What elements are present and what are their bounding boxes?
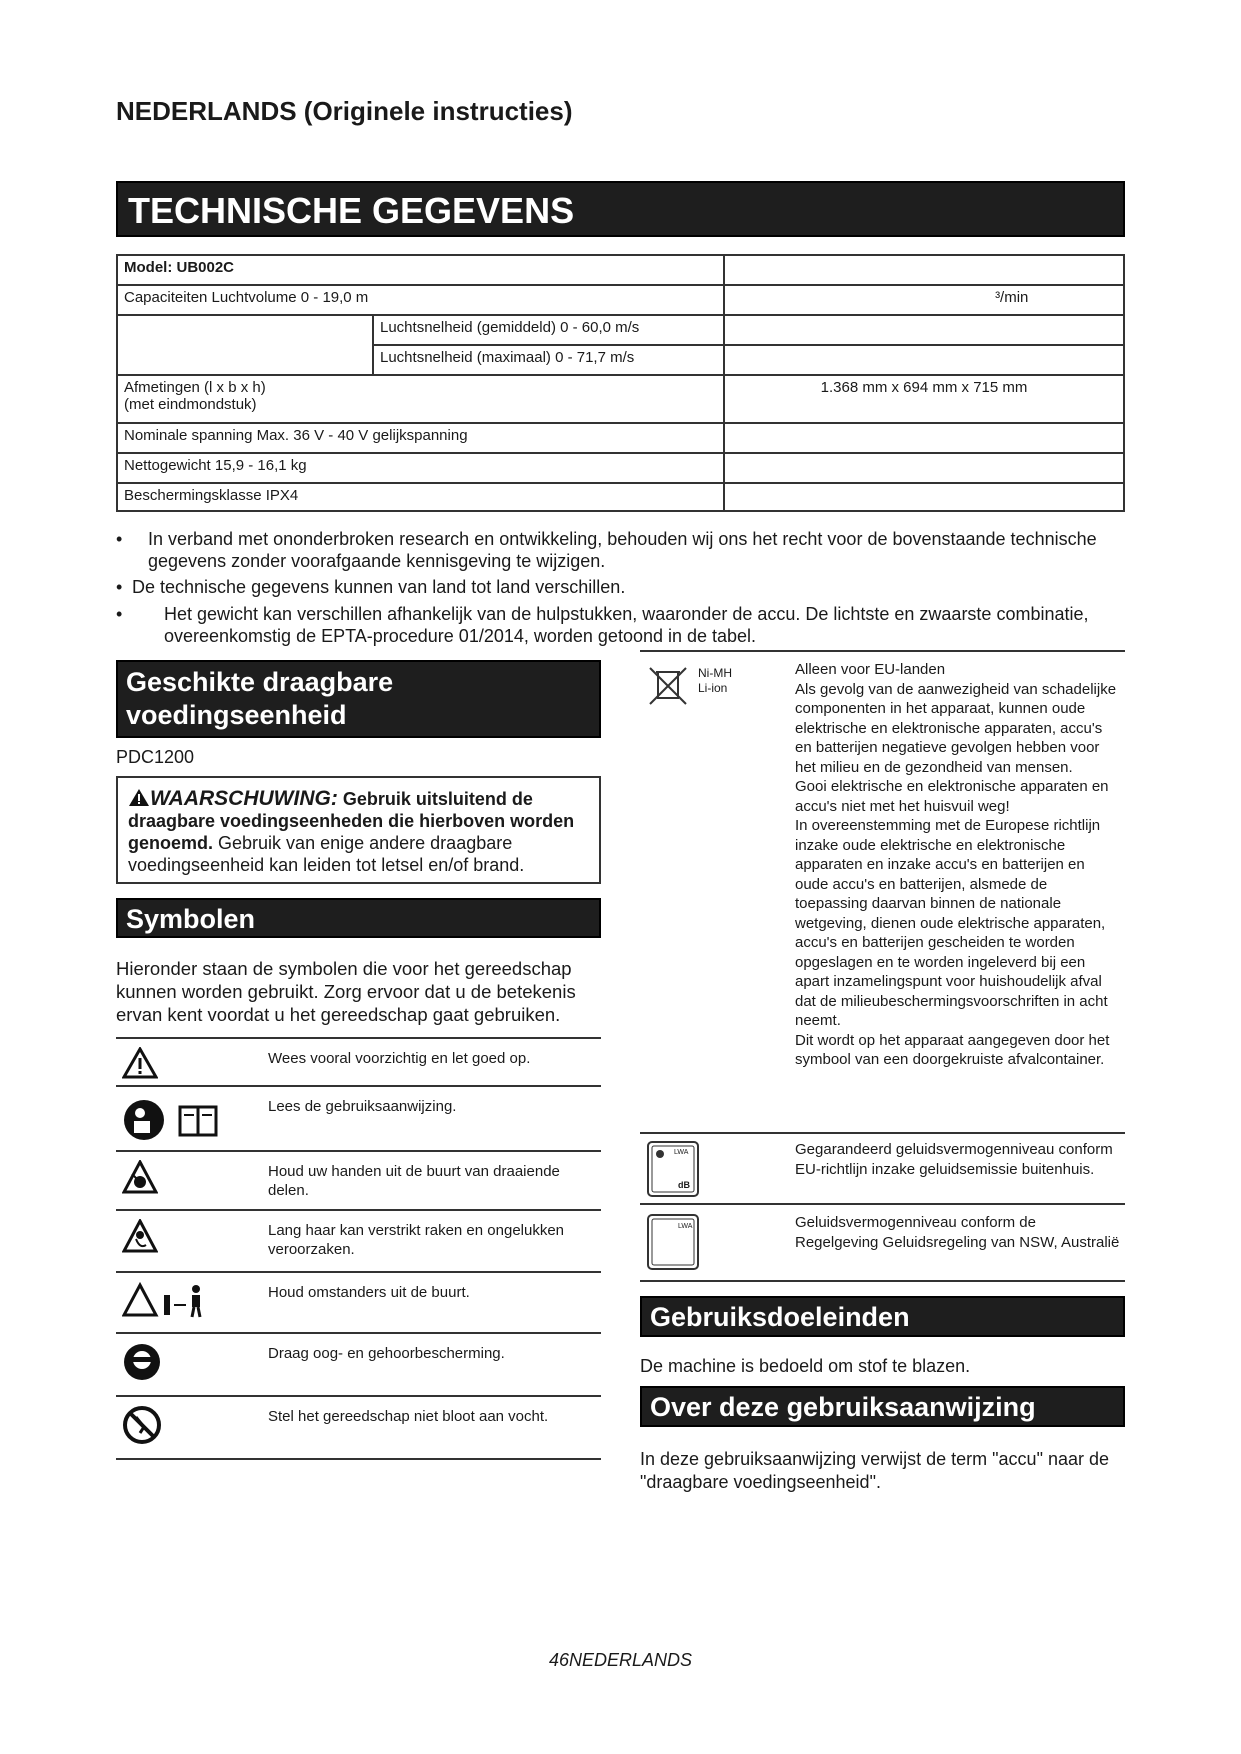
symbols-table (116, 1037, 601, 1460)
spec-speed-max: Luchtsnelheid (maximaal) 0 - 71,7 m/s (373, 345, 724, 375)
long-hair-hazard-icon (122, 1219, 158, 1253)
warning-title: WAARSCHUWING: (150, 787, 338, 810)
symbol-row: Wees vooral voorzichtig en let goed op. (116, 1039, 601, 1087)
about-banner: Over deze gebruiksaanwijzing (640, 1386, 1125, 1427)
symbol-row: Lees de gebruiksaanwijzing. (116, 1087, 601, 1152)
no-moisture-icon (122, 1405, 162, 1445)
noise-eu-row (640, 1134, 1125, 1205)
symbols-banner: Symbolen (116, 898, 601, 938)
power-supply-model: PDC1200 (116, 747, 195, 767)
spec-dims-sub: (met eindmondstuk) (124, 396, 257, 413)
language-title: NEDERLANDS (Originele instructies) (116, 96, 573, 126)
usage-banner: Gebruiksdoeleinden (640, 1296, 1125, 1337)
lwa-label: LWA (674, 1149, 689, 1156)
db-label: dB (678, 1180, 690, 1190)
noise-level-lwa-icon (646, 1213, 700, 1271)
noise-eu-text: Gegarandeerd geluidsvermogenniveau conform EU-richtlijn inzake geluidsemissie buitenhuis. (795, 1141, 1113, 1178)
warning-triangle-icon (122, 1047, 158, 1079)
eu-disposal-text: Alleen voor EU-landen Als gevolg van de aanwezigheid van schadelijke componenten in het apparaat, kunnen oude elektrische en elektronische apparaten, accu's en batterijen negatieve gevolgen hebben voor het milieu en de gezondheid van mensen. Gooi elektrische en elektronische apparaten en accu's niet met het huisvuil weg! In overeenstemming met de Europese richtlijn inzake oude elektrische en elektronische apparaten en inzake accu's en batterijen en oude accu's en batterijen, alsmede de toepassing daarvan binnen de nationale wetgeving, dienen oude elektrische apparaten, accu's en batterijen gescheiden te worden opgeslagen en te worden ingeleverd bij een apart inzamelingspunt voor huishoudelijk afval dat de milieubeschermingsvoorschriften in acht neemt. Dit wordt op het apparaat aangegeven door het symbool van een doorgekruiste afvalcontainer. (795, 661, 1117, 1068)
spec-capacity-unit: ³/min (724, 285, 1124, 315)
read-manual-icon (122, 1097, 222, 1143)
spec-weight: Nettogewicht 15,9 - 16,1 kg (117, 453, 724, 483)
symbol-row: Draag oog- en gehoorbescherming. (116, 1334, 601, 1397)
spec-model: Model: UB002C (117, 255, 724, 285)
noise-nsw-row (640, 1205, 1125, 1282)
power-supply-banner: Geschikte draagbare voedingseenheid (116, 660, 601, 738)
noise-nsw-text: Geluidsvermogenniveau conform de Regelgeving Geluidsregeling van NSW, Australië (795, 1214, 1120, 1251)
spec-table (116, 254, 1125, 512)
spec-speed-avg: Luchtsnelheid (gemiddeld) 0 - 60,0 m/s (373, 315, 724, 345)
usage-text: De machine is bedoeld om stof te blazen. (640, 1356, 971, 1376)
page-footer: 46NEDERLANDS (548, 1650, 693, 1670)
about-text: In deze gebruiksaanwijzing verwijst de term "accu" naar de "draagbare voedingseenheid". (640, 1449, 1110, 1492)
eu-symbols-table (640, 650, 1125, 1282)
symbols-intro: Hieronder staan de symbolen die voor het gereedschap kunnen worden gebruikt. Zorg ervoor dat u de betekenis ervan kent voordat u het gereedschap gaat gebruiken. (116, 958, 576, 1025)
warning-box (116, 776, 601, 884)
warning-icon (128, 788, 150, 807)
symbol-row: Stel het gereedschap niet bloot aan vocht. (116, 1397, 601, 1460)
rotating-parts-hazard-icon (122, 1160, 158, 1194)
warning-bold-text: Gebruik uitsluitend de draagbare voedingseenheden die hierboven worden genoemd. (128, 789, 575, 853)
note-1: • In verband met ononderbroken research en ontwikkeling, behouden wij ons het recht voor de bovenstaande technische gegevens zonder voorafgaande kennisgeving te wijzigen. (116, 529, 1097, 571)
crossed-bin-icon (646, 664, 690, 706)
spec-protection: Beschermingsklasse IPX4 (117, 483, 724, 511)
lwa-label: LWA (678, 1223, 693, 1230)
spec-voltage: Nominale spanning Max. 36 V - 40 V gelijkspanning (117, 423, 724, 453)
spec-dims-value: 1.368 mm x 694 mm x 715 mm (724, 375, 1124, 423)
technical-data-banner: TECHNISCHE GEGEVENS (116, 181, 1125, 237)
noise-level-lwa-db-icon (646, 1140, 700, 1198)
battery-type-nimh: Ni-MH (698, 666, 732, 680)
eye-ear-protection-icon (122, 1342, 162, 1382)
symbol-row: Houd omstanders uit de buurt. (116, 1273, 601, 1334)
eu-disposal-row (640, 652, 1125, 1134)
spec-capacity: Capaciteiten Luchtvolume 0 - 19,0 m (117, 285, 724, 315)
spec-dims-label: Afmetingen (l x b x h) (124, 379, 266, 396)
battery-type-liion: Li-ion (698, 681, 728, 695)
warning-text: Gebruik van enige andere draagbare voedingseenheid kan leiden tot letsel en/of brand. (128, 833, 525, 875)
note-2: • De technische gegevens kunnen van land tot land verschillen. (116, 577, 626, 597)
symbol-row: Lang haar kan verstrikt raken en ongelukken veroorzaken. (116, 1211, 601, 1273)
keep-bystanders-away-icon (122, 1281, 222, 1321)
symbol-row: Houd uw handen uit de buurt van draaiende delen. (116, 1152, 601, 1211)
note-3: • Het gewicht kan verschillen afhankelijk van de hulpstukken, waaronder de accu. De lichtste en zwaarste combinatie, overeenkomstig de EPTA-procedure 01/2014, worden getoond in de tabel. (116, 604, 1089, 646)
